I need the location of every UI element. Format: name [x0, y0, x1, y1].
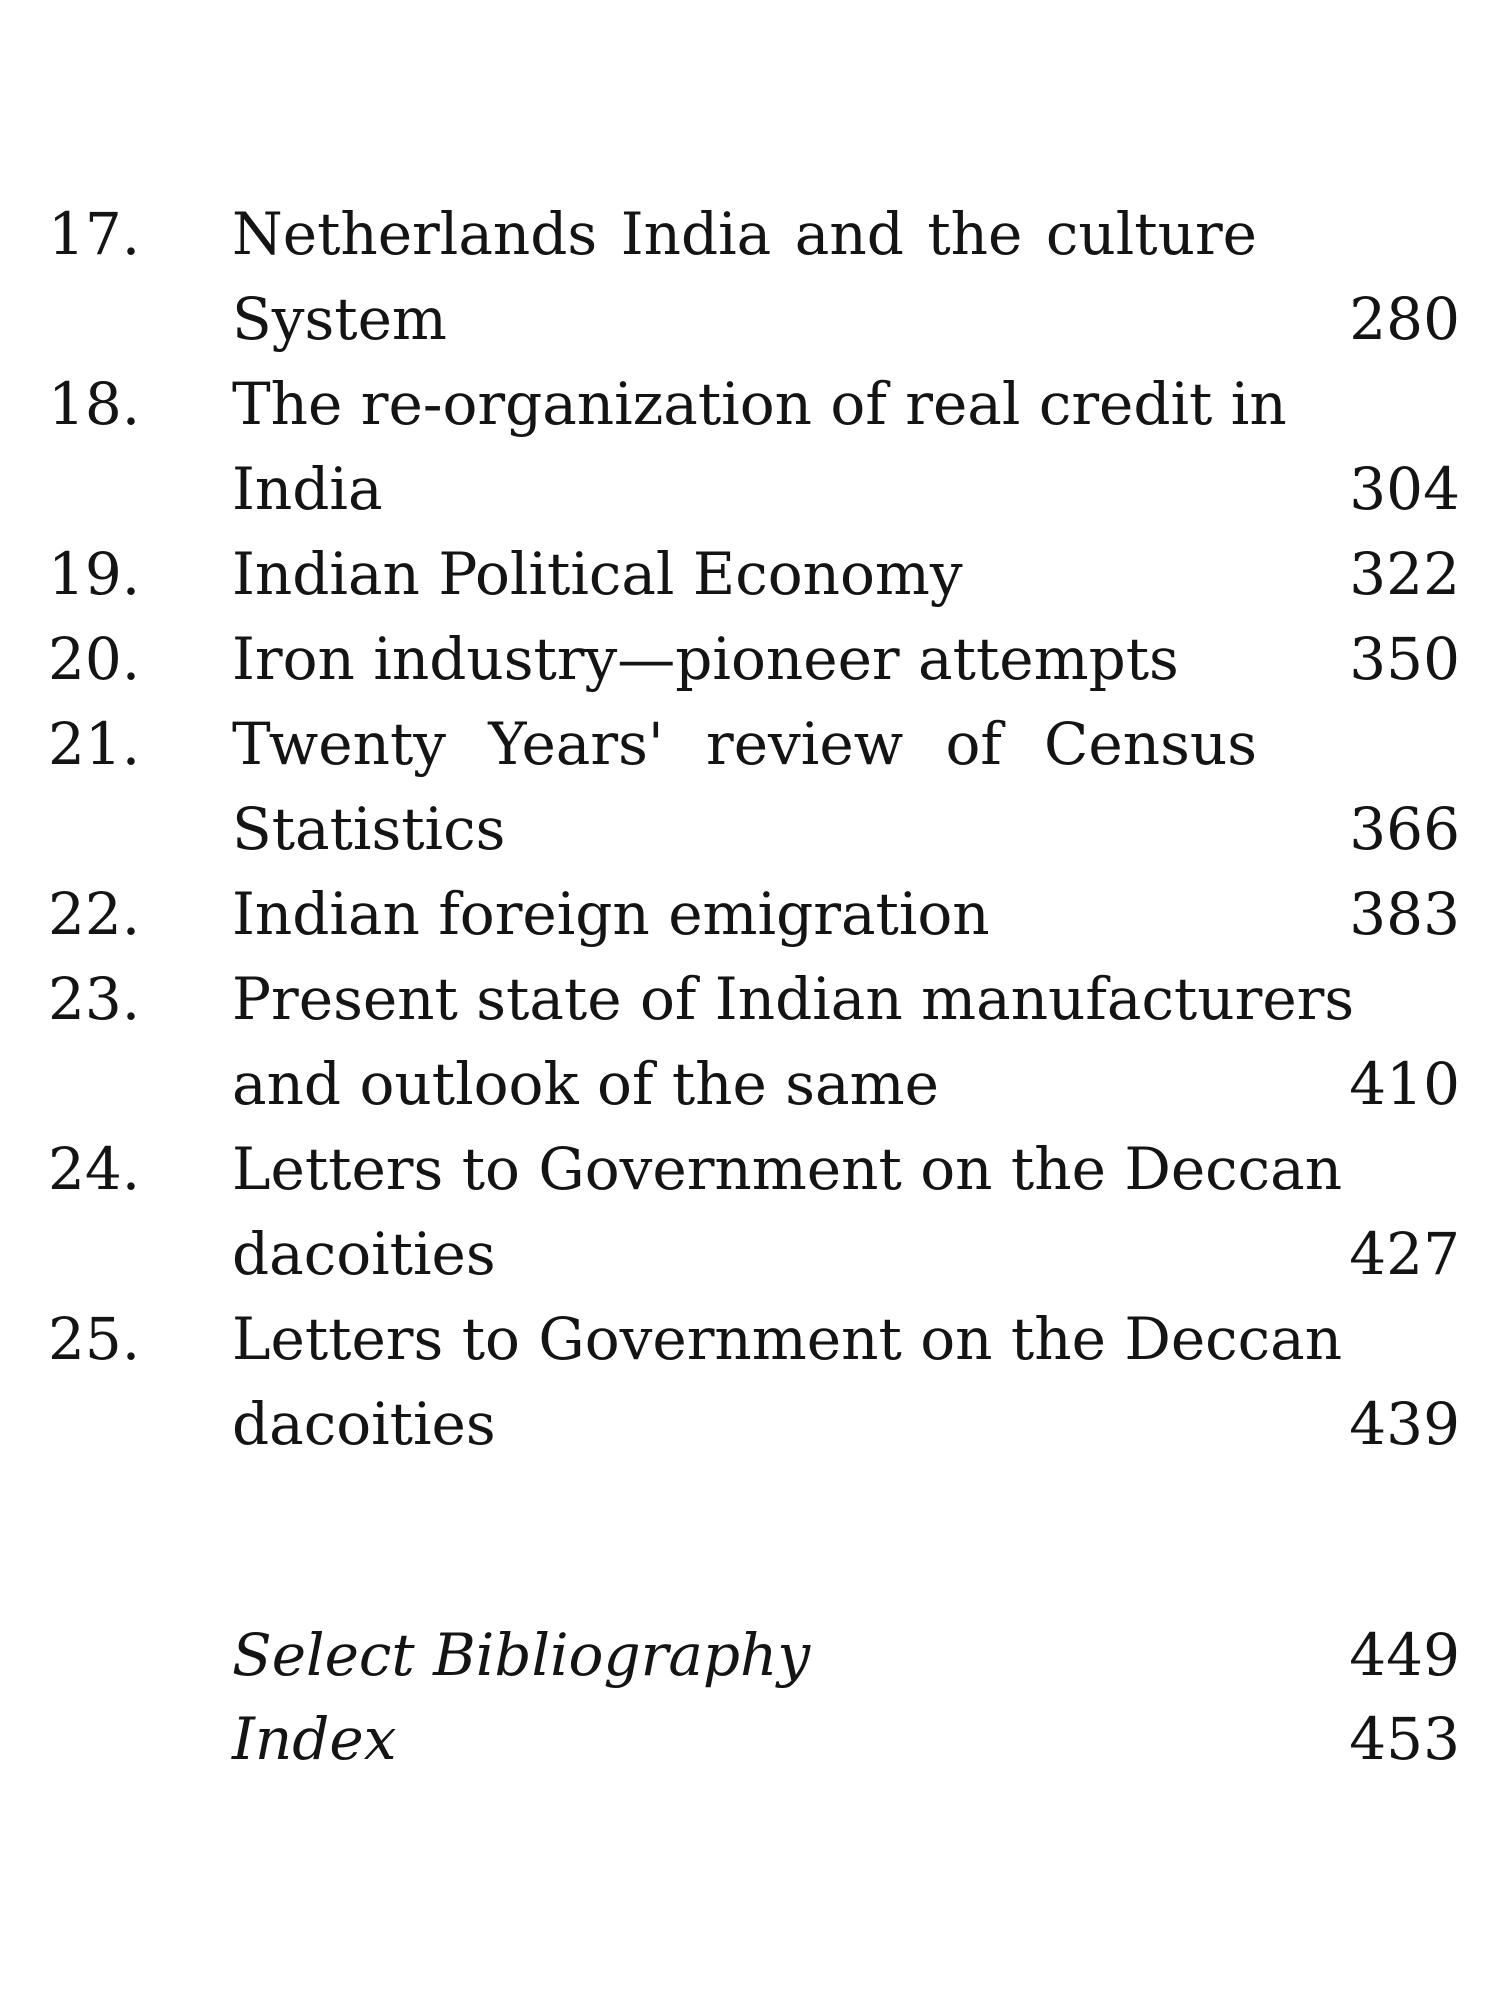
entry-title: Letters to Government on the Deccan [232, 1135, 1343, 1203]
entry-page-number: 427 [1349, 1220, 1460, 1288]
index-title: Index [232, 1705, 397, 1773]
entry-title: The re-organization of real credit in [232, 370, 1287, 438]
entry-page-number: 322 [1349, 540, 1460, 608]
entry-title: Present state of Indian manufacturers [232, 965, 1355, 1033]
entry-page-number: 410 [1349, 1050, 1460, 1118]
entry-number: 17. [48, 200, 141, 268]
entry-number: 22. [48, 880, 141, 948]
entry-number: 19. [48, 540, 141, 608]
entry-title-continuation: Statistics [232, 795, 506, 863]
entry-title: Iron industry—pioneer attempts [232, 625, 1179, 693]
entry-number: 25. [48, 1305, 141, 1373]
entry-title-continuation: dacoities [232, 1220, 496, 1288]
entry-title: Letters to Government on the Deccan [232, 1305, 1343, 1373]
entry-title-continuation: dacoities [232, 1390, 496, 1458]
entry-page-number: 439 [1349, 1390, 1460, 1458]
entry-number: 23. [48, 965, 141, 1033]
entry-page-number: 350 [1349, 625, 1460, 693]
entry-title: Indian Political Economy [232, 540, 963, 608]
entry-number: 24. [48, 1135, 141, 1203]
bibliography-page-number: 449 [1349, 1621, 1460, 1689]
entry-title: Twenty Years' review of Census [232, 710, 1257, 778]
entry-number: 21. [48, 710, 141, 778]
bibliography-title: Select Bibliography [232, 1621, 811, 1689]
entry-page-number: 280 [1349, 285, 1460, 353]
entry-title: Netherlands India and the culture [232, 200, 1257, 268]
entry-page-number: 383 [1349, 880, 1460, 948]
entry-page-number: 304 [1349, 455, 1460, 523]
entry-title-continuation: System [232, 285, 447, 353]
entry-page-number: 366 [1349, 795, 1460, 863]
index-page-number: 453 [1349, 1705, 1460, 1773]
entry-number: 18. [48, 370, 141, 438]
entry-title-continuation: and outlook of the same [232, 1050, 939, 1118]
entry-number: 20. [48, 625, 141, 693]
entry-title: Indian foreign emigration [232, 880, 990, 948]
entry-title-continuation: India [232, 455, 383, 523]
